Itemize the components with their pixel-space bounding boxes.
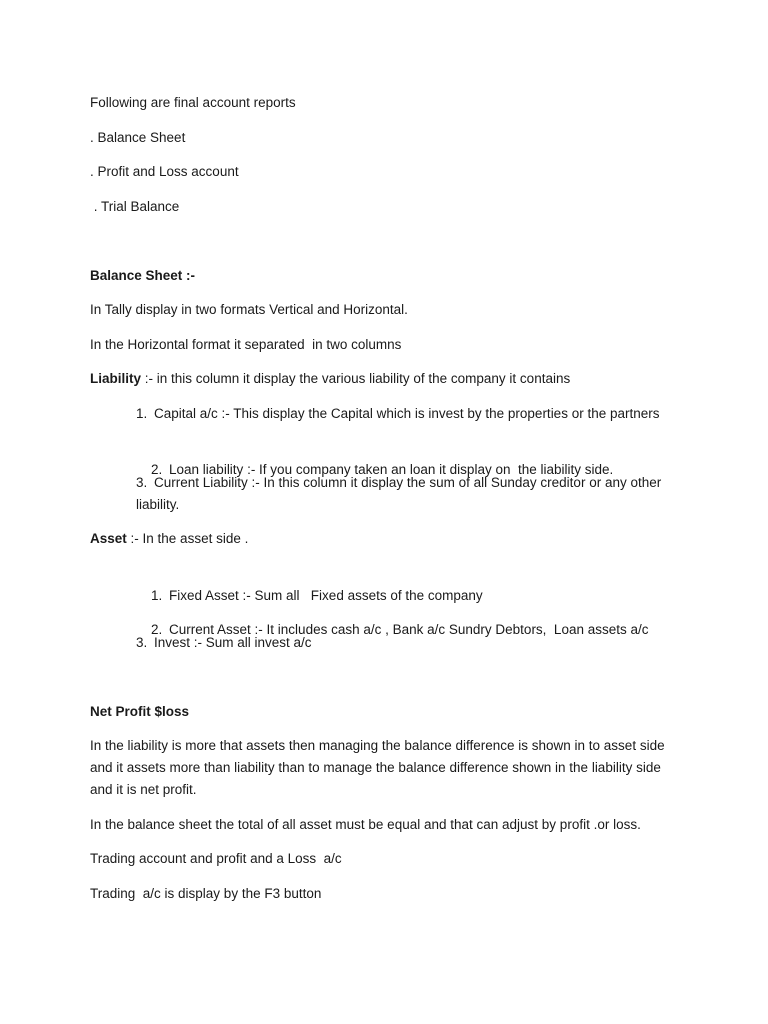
asset-text: :- In the asset side . [126, 531, 249, 546]
list-item-text: Capital a/c :- This display the Capital which is invest by the properties or the partners [154, 405, 660, 421]
asset-item-1 [90, 563, 690, 603]
list-item-text: Current Asset :- It includes cash a/c , Bank a/c Sundry Debtors, Loan assets a/c [169, 622, 649, 637]
net-profit-paragraph-4: Trading a/c is display by the F3 button [90, 885, 322, 901]
net-profit-paragraph-3: Trading account and profit and a Loss a/c [90, 851, 342, 866]
list-number: 1. [136, 405, 148, 421]
list-item-text: Fixed Asset :- Sum all Fixed assets of the company [169, 587, 483, 603]
asset-paragraph [90, 528, 690, 550]
net-profit-paragraph-1: In the liability is more that assets then managing the balance difference is shown in to asset side and it assets more than liability than to manage the balance difference shown in the liability side and it is net profit. [90, 738, 665, 797]
liability-label: Liability [90, 371, 142, 386]
list-number: 3. [136, 634, 148, 650]
list-number: 3. [136, 474, 148, 490]
balance-sheet-heading: Balance Sheet :- [90, 267, 196, 283]
list-item-text: Loan liability :- If you company taken an loan it display on the liability side. [169, 462, 614, 477]
net-profit-heading: Net Profit $loss [90, 703, 190, 719]
document-page [90, 92, 690, 917]
report-item-balance-sheet: . Balance Sheet [90, 129, 186, 145]
list-item-text: Current Liability :- In this column it display the sum of all Sunday creditor or any other liability. [136, 474, 662, 512]
intro-text: Following are final account reports [90, 95, 296, 110]
report-item-profit-loss: . Profit and Loss account [90, 164, 239, 179]
list-number: 2. [151, 622, 163, 637]
net-profit-paragraph-2: In the balance sheet the total of all asset must be equal and that can adjust by profit .or loss. [90, 816, 641, 832]
list-number: 1. [151, 587, 163, 603]
spacer [90, 230, 690, 252]
balance-sheet-paragraph-1: In Tally display in two formats Vertical and Horizontal. [90, 302, 408, 317]
liability-text: :- in this column it display the various liability of the company it contains [141, 371, 571, 386]
liability-item-3 [90, 472, 681, 516]
report-item-trial-balance: . Trial Balance [90, 198, 180, 214]
balance-sheet-paragraph-2: In the Horizontal format it separated in two columns [90, 336, 402, 352]
list-item-text: Invest :- Sum all invest a/c [154, 634, 312, 650]
asset-label: Asset [90, 531, 127, 546]
list-number: 2. [151, 462, 163, 477]
spacer [90, 666, 690, 688]
liability-item-2 [90, 437, 690, 477]
liability-paragraph [90, 368, 690, 390]
liability-item-1 [90, 403, 690, 425]
